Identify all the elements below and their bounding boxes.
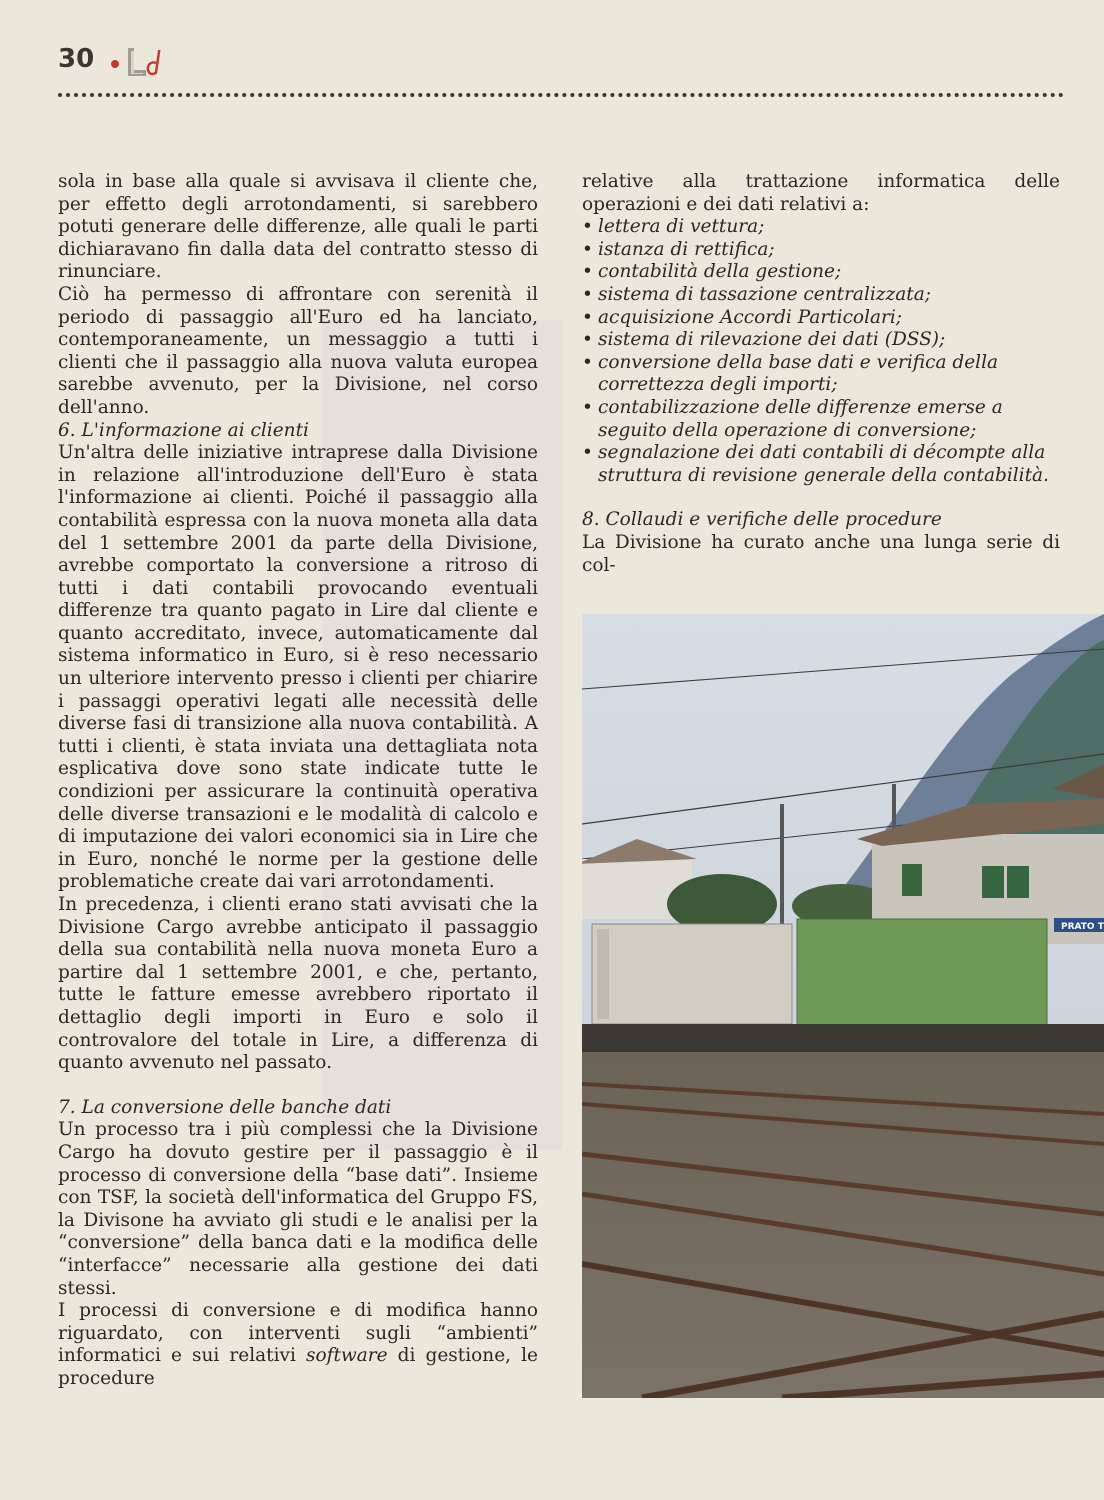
ld-logo-icon bbox=[126, 46, 166, 78]
window-shutter bbox=[1007, 866, 1029, 898]
paragraph-4: In precedenza, i clienti erano stati avvisati che la Divisione Cargo avrebbe anticipato il passaggio della sua contabilità nella nuova moneta Euro a partire dal 1 settembre 2001, e che, pertanto, tutte le fatture emesse avrebbero riportato il dettaglio degli importi in Euro e solo il controvalore del totale in Lire, a differenza di quanto avvenuto nel passato. bbox=[58, 894, 538, 1074]
p6-start: I processi di conversione e di modifica hanno riguardato, con interventi sugli “ambienti” informatici e sui relativi bbox=[58, 1300, 538, 1367]
list-item: • sistema di rilevazione dei dati (DSS); bbox=[582, 329, 1060, 352]
p6-end: di gestione, le procedure bbox=[58, 1345, 538, 1389]
list-item: • segnalazione dei dati contabili di décompte alla struttura di revisione generale della contabilità. bbox=[582, 442, 1060, 487]
paragraph-6 bbox=[58, 1300, 538, 1390]
paragraph-7: La Divisione ha curato anche una lunga serie di col- bbox=[582, 531, 1060, 576]
page-header bbox=[58, 40, 1068, 86]
freight-wagon bbox=[582, 1024, 1104, 1052]
left-column bbox=[58, 171, 538, 1390]
container-green bbox=[797, 919, 1047, 1029]
paragraph-5: Un processo tra i più complessi che la Divisione Cargo ha dovuto gestire per il passaggio è il processo di conversione della “base dati”. Insieme con TSF, la società dell'informatica del Gruppo FS, la Divisone ha avviato gli studi e le analisi per la “conversione” della banca dati e la modifica delle “interfacce” necessarie alla gestione dei dati stessi. bbox=[58, 1119, 538, 1299]
paragraph-2: Ciò ha permesso di affrontare con serenità il periodo di passaggio all'Euro ed ha lanciato, contemporaneamente, un messaggio a tutti i clienti che il passaggio alla nuova valuta europea sarebbe avvenuto, per la Divisione, nel corso dell'anno. bbox=[58, 283, 538, 418]
header-dot bbox=[111, 60, 119, 68]
list-item: • lettera di vettura; bbox=[582, 216, 1060, 239]
list-item: • acquisizione Accordi Particolari; bbox=[582, 307, 1060, 330]
track-ballast bbox=[582, 1052, 1104, 1398]
right-column bbox=[582, 171, 1060, 577]
list-intro: relative alla trattazione informatica delle operazioni e dei dati relativi a: bbox=[582, 171, 1060, 215]
section-heading-6: 6. L'informazione ai clienti bbox=[58, 419, 309, 441]
page-number: 30 bbox=[58, 44, 95, 74]
section-heading-7: 7. La conversione delle banche dati bbox=[58, 1096, 392, 1118]
container-white bbox=[592, 924, 792, 1024]
procedure-list bbox=[582, 216, 1060, 487]
list-item: • contabilità della gestione; bbox=[582, 261, 1060, 284]
p6-italic-software: software bbox=[305, 1345, 388, 1367]
list-item: • sistema di tassazione centralizzata; bbox=[582, 284, 1060, 307]
catenary-pole bbox=[780, 804, 784, 944]
dotted-rule bbox=[58, 93, 1064, 97]
railway-station-photo bbox=[582, 614, 1104, 1398]
list-item: • contabilizzazione delle differenze emerse a seguito della operazione di conversione; bbox=[582, 397, 1060, 442]
window-shutter bbox=[902, 864, 922, 896]
list-item: • istanza di rettifica; bbox=[582, 239, 1060, 262]
window-shutter bbox=[982, 866, 1004, 898]
paragraph-1: sola in base alla quale si avvisava il cliente che, per effetto degli arrotondamenti, si sarebbero potuti generare delle differenze, alle quali le parti dichiaravano fin dalla data del contratto stesso di rinunciare. bbox=[58, 171, 538, 283]
station-sign-text: PRATO T bbox=[1061, 922, 1104, 932]
list-item: • conversione della base dati e verifica della correttezza degli importi; bbox=[582, 352, 1060, 397]
section-heading-8: 8. Collaudi e verifiche delle procedure bbox=[582, 509, 942, 531]
container-rib bbox=[597, 929, 609, 1019]
paragraph-3: Un'altra delle iniziative intraprese dalla Divisione in relazione all'introduzione dell'Euro è stata l'informazione ai clienti. Poiché il passaggio alla contabilità espressa con la nuova moneta alla data del 1 settembre 2001 da parte della Divisione, avrebbe comportato la conversione a ritroso di tutti i dati contabili provocando eventuali differenze tra quanto pagato in Lire dal cliente e quanto accreditato, invece, automaticamente dal sistema informatico in Euro, si è reso necessario un ulteriore intervento presso i clienti per chiarire i passaggi operativi legati alle necessità delle diverse fasi di transizione alla nuova contabilità. A tutti i clienti, è stata inviata una dettagliata nota esplicativa dove sono state indicate tutte le condizioni per assicurare la continuità operativa delle diverse transazioni e le modalità di calcolo e di imputazione dei valori economici sia in Lire che in Euro, nonché le norme per la gestione delle problematiche create dai vari arrotondamenti. bbox=[58, 442, 538, 893]
